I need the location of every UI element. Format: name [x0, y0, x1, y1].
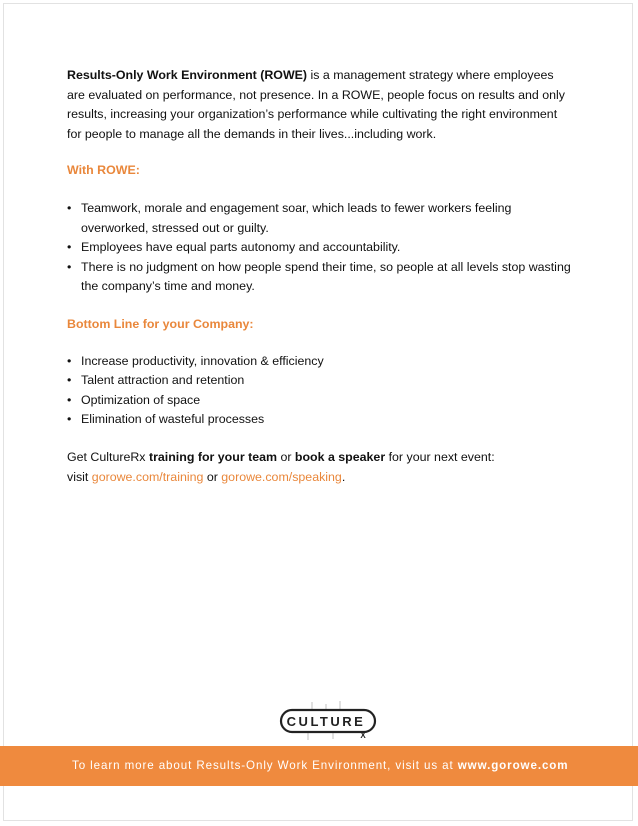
cta-line-1 [67, 448, 572, 468]
footer-message: To learn more about Results-Only Work Environment, visit us at [72, 759, 458, 772]
cta-suffix: for your next event: [385, 449, 495, 464]
list-item: • Increase productivity, innovation & efficiency [67, 352, 572, 372]
rowe-term: Results-Only Work Environment (ROWE) [67, 68, 308, 82]
speaker-link-text[interactable]: book a speaker [294, 449, 386, 464]
bottom-line-heading: Bottom Line for your Company: [67, 316, 254, 331]
list-item: • There is no judgment on how people spend their time, so people at all levels stop wasting the company’s time and money. [67, 258, 572, 297]
training-url-link[interactable]: gorowe.com/training [91, 469, 204, 484]
cta-or: or [203, 469, 222, 484]
logo-text: CULTURE [286, 714, 366, 729]
list-item: • Teamwork, morale and engagement soar, which leads to fewer workers feeling overworked, stressed out or guilty. [67, 199, 572, 238]
cta-end: . [341, 469, 346, 484]
intro-paragraph [67, 66, 572, 144]
cta-line-2 [67, 468, 572, 488]
logo-subscript: X [360, 731, 366, 740]
cta-prefix: Get CultureRx [67, 449, 149, 464]
cta-visit: visit [67, 469, 92, 484]
speaking-url-link[interactable]: gorowe.com/speaking [221, 469, 342, 484]
intro-text: is a management strategy where employees are evaluated on performance, not presence. In a ROWE, people focus on results and only results, increasing your organization’s performance while cultivating the right environment for people to manage all the demands in their lives...including work. [67, 68, 565, 141]
list-item: • Employees have equal parts autonomy and accountability. [67, 238, 572, 258]
with-rowe-list [67, 199, 572, 297]
culturerx-logo-icon [278, 700, 378, 742]
list-item: • Elimination of wasteful processes [67, 410, 572, 430]
cta-or: or [277, 449, 295, 464]
with-rowe-heading: With ROWE: [67, 163, 140, 178]
document-body [67, 66, 572, 487]
list-item: • Talent attraction and retention [67, 371, 572, 391]
footer-url-link[interactable]: www.gorowe.com [457, 759, 569, 772]
training-link-text[interactable]: training for your team [148, 449, 278, 464]
list-item: • Optimization of space [67, 391, 572, 411]
footer-text [72, 759, 592, 773]
bottom-line-list [67, 352, 572, 430]
